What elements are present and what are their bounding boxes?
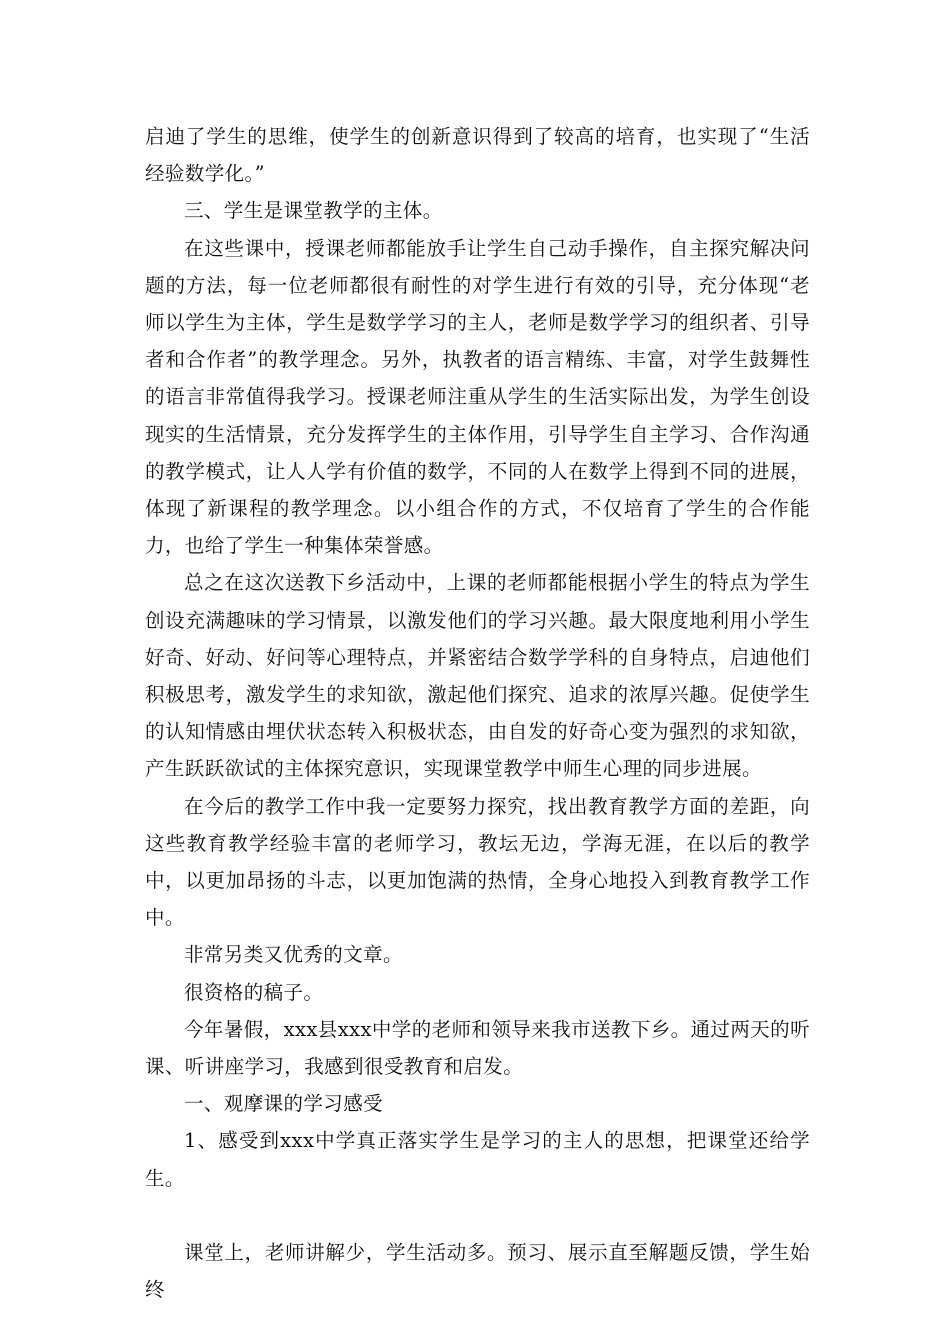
paragraph-classroom: 课堂上，老师讲解少，学生活动多。预习、展示直至解题反馈，学生始终 — [145, 1240, 810, 1302]
list-item-1: 1、感受到xxx中学真正落实学生是学习的主人的思想，把课堂还给学生。 — [145, 1129, 810, 1190]
section-heading-student-subject: 三、学生是课堂教学的主体。 — [184, 199, 443, 223]
section-heading-observation: 一、观摩课的学习感受 — [184, 1092, 384, 1116]
comment-line-1: 非常另类又优秀的文章。 — [184, 943, 403, 967]
paragraph-summer-visit: 今年暑假，xxx县xxx中学的老师和领导来我市送教下乡。通过两天的听课、听讲座学习，我感到很受教育和启发。 — [145, 1017, 810, 1079]
paragraph-continuation: 启迪了学生的思维，使学生的创新意识得到了较高的培育，也实现了“生活经验数学化。” — [145, 125, 810, 186]
paragraph-future-work: 在今后的教学工作中我一定要努力探究，找出教育教学方面的差距，向这些教育教学经验丰富的老师学习，教坛无边，学海无涯，在以后的教学中，以更加昂扬的斗志，以更加饱满的热情，全身心地投入到教育教学工作中。 — [145, 794, 810, 930]
paragraph-student-centered: 在这些课中，授课老师都能放手让学生自己动手操作，自主探究解决问题的方法，每一位老师都很有耐性的对学生进行有效的引导，充分体现“老师以学生为主体，学生是数学学习的主人，老师是数学学习的组织者、引导者和合作者”的教学理念。另外，执教者的语言精练、丰富，对学生鼓舞性的语言非常值得我学习。授课老师注重从学生的生活实际出发，为学生创设现实的生活情景，充分发挥学生的主体作用，引导学生自主学习、合作沟通的教学模式，让人人学有价值的数学，不同的人在数学上得到不同的进展，体现了新课程的教学理念。以小组合作的方式，不仅培育了学生的合作能力，也给了学生一种集体荣誉感。 — [145, 236, 810, 558]
document-body — [145, 118, 810, 1308]
comment-line-2: 很资格的稿子。 — [184, 980, 324, 1004]
paragraph-summary: 总之在这次送教下乡活动中，上课的老师都能根据小学生的特点为学生创设充满趣味的学习情景，以激发他们的学习兴趣。最大限度地利用小学生好奇、好动、好问等心理特点，并紧密结合数学学科的自身特点，启迪他们积极思考，激发学生的求知欲，激起他们探究、追求的浓厚兴趣。促使学生的认知情感由埋伏状态转入积极状态，由自发的好奇心变为强烈的求知欲，产生跃跃欲试的主体探究意识，实现课堂教学中师生心理的同步进展。 — [145, 571, 810, 781]
